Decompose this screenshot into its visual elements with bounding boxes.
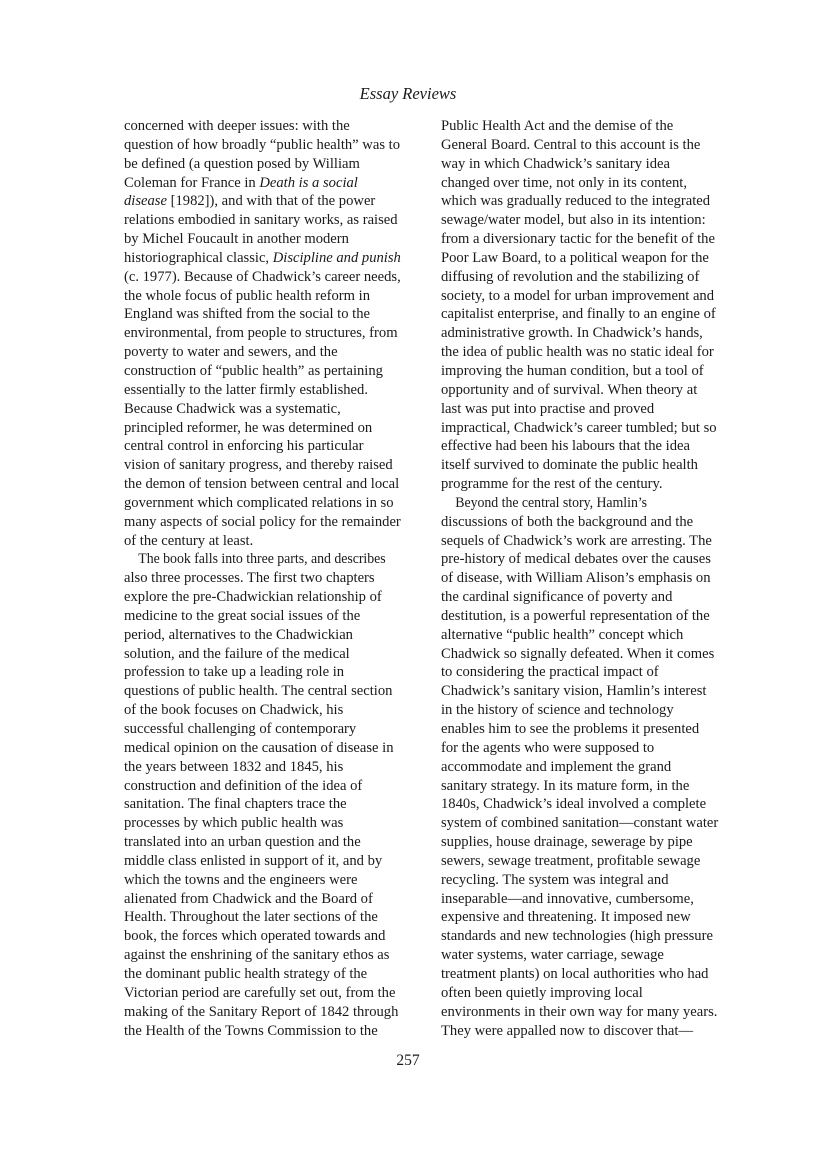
text-line (124, 607, 424, 626)
text-line (124, 287, 424, 306)
text-segment: Poor Law Board, to a political weapon for the (441, 249, 709, 266)
text-line (441, 155, 741, 174)
left-text-column (124, 117, 424, 1040)
text-segment: improving the human condition, but a tool of (441, 362, 704, 379)
text-segment: in the history of science and technology (441, 702, 674, 719)
text-segment: also three processes. The first two chapters (124, 570, 375, 587)
text-segment: effective had been his labours that the idea (441, 438, 690, 455)
text-segment: (c. 1977). Because of Chadwick’s career needs, (124, 268, 401, 285)
text-line (124, 230, 424, 249)
text-line (441, 852, 741, 871)
text-segment: often been quietly improving local (441, 984, 643, 1001)
text-segment: historiographical classic, (124, 249, 273, 266)
text-segment: the cardinal significance of poverty and (441, 589, 673, 606)
text-segment: for the agents who were supposed to (441, 739, 655, 756)
right-text-column (441, 117, 741, 1040)
text-line (441, 720, 741, 739)
text-line (441, 343, 741, 362)
text-line (124, 419, 424, 438)
text-line (124, 192, 424, 211)
text-line (441, 569, 741, 588)
text-segment: General Board. Central to this account is the (441, 136, 701, 153)
text-segment: supplies, house drainage, sewerage by pipe (441, 834, 693, 851)
text-line (124, 268, 424, 287)
text-segment: processes by which public health was (124, 815, 344, 832)
text-line (441, 758, 741, 777)
text-line (441, 645, 741, 664)
text-segment: environments in their own way for many years. (441, 1003, 718, 1020)
text-line (124, 174, 424, 193)
text-line (124, 305, 424, 324)
text-segment: impractical, Chadwick’s career tumbled; but so (441, 419, 717, 436)
text-segment: Victorian period are carefully set out, from the (124, 984, 396, 1001)
text-line (441, 174, 741, 193)
text-segment: the dominant public health strategy of the (124, 965, 368, 982)
text-line (441, 494, 726, 513)
text-segment: sanitation. The final chapters trace the (124, 796, 347, 813)
text-segment: profession to take up a leading role in (124, 664, 345, 681)
text-segment: essentially to the latter firmly established. (124, 381, 368, 398)
text-line (441, 908, 741, 927)
text-line (441, 626, 741, 645)
text-segment: treatment plants) on local authorities who had (441, 965, 709, 982)
text-line (124, 795, 424, 814)
text-segment: which was gradually reduced to the integrated (441, 193, 711, 210)
text-segment: system of combined sanitation—constant water (441, 815, 719, 832)
text-segment: programme for the rest of the century. (441, 476, 663, 493)
text-line (124, 626, 424, 645)
text-line (124, 814, 424, 833)
text-line (441, 230, 741, 249)
text-line (124, 136, 424, 155)
text-segment: be defined (a question posed by William (124, 155, 360, 172)
text-line (124, 965, 424, 984)
text-line (441, 400, 741, 419)
text-line (124, 645, 424, 664)
text-line (441, 419, 741, 438)
text-line (124, 117, 424, 136)
text-segment: to considering the practical impact of (441, 664, 659, 681)
text-line (441, 871, 741, 890)
text-segment: construction and definition of the idea of (124, 777, 363, 794)
text-segment: the years between 1832 and 1845, his (124, 758, 344, 775)
text-segment: making of the Sanitary Report of 1842 through (124, 1003, 399, 1020)
text-line (441, 927, 741, 946)
text-line (441, 795, 741, 814)
italic-title-text: disease (124, 193, 167, 210)
text-line (124, 682, 424, 701)
text-segment: [1982]), and with that of the power (166, 193, 376, 210)
text-segment: Beyond the central story, Hamlin’s (455, 494, 648, 511)
text-segment: water systems, water carriage, sewage (441, 947, 664, 964)
text-line (441, 984, 741, 1003)
text-segment: recycling. The system was integral and (441, 871, 669, 888)
text-line (124, 324, 424, 343)
text-line (124, 400, 424, 419)
text-line (124, 569, 424, 588)
text-line (441, 814, 741, 833)
text-segment: way in which Chadwick’s sanitary idea (441, 155, 670, 172)
text-segment: the Health of the Towns Commission to the (124, 1022, 378, 1039)
text-segment: question of how broadly “public health” was to (124, 136, 400, 153)
text-segment: by Michel Foucault in another modern (124, 231, 349, 248)
page-number: 257 (396, 1052, 420, 1069)
text-segment: accommodate and implement the grand (441, 758, 672, 775)
text-segment: destitution, is a powerful representation of the (441, 607, 710, 624)
text-segment: 1840s, Chadwick’s ideal involved a complete (441, 796, 707, 813)
text-line (441, 663, 741, 682)
text-segment: of the century at least. (124, 532, 254, 549)
text-line (441, 136, 741, 155)
text-line (441, 777, 741, 796)
text-segment: book, the forces which operated towards and (124, 928, 386, 945)
text-segment: solution, and the failure of the medical (124, 645, 350, 662)
text-line (441, 117, 741, 136)
text-line (124, 588, 424, 607)
text-line (441, 550, 741, 569)
text-segment: sequels of Chadwick’s work are arresting. The (441, 532, 712, 549)
text-segment: environmental, from people to structures, from (124, 325, 398, 342)
text-line (124, 437, 424, 456)
text-line (124, 852, 424, 871)
text-segment: the idea of public health was no static ideal for (441, 344, 714, 361)
text-segment: society, to a model for urban improvement and (441, 287, 715, 304)
text-segment: questions of public health. The central section (124, 683, 393, 700)
text-segment: alternative “public health” concept which (441, 626, 684, 643)
text-line (441, 701, 741, 720)
text-line (441, 1003, 741, 1022)
text-line (124, 908, 424, 927)
text-segment: medical opinion on the causation of disease in (124, 739, 394, 756)
text-line (441, 965, 741, 984)
text-segment: Chadwick so signally defeated. When it comes (441, 645, 715, 662)
text-line (441, 324, 741, 343)
text-line (124, 381, 424, 400)
text-segment: last was put into practise and proved (441, 400, 655, 417)
text-line (124, 456, 424, 475)
text-segment: vision of sanitary progress, and thereby raised (124, 457, 393, 474)
text-segment: principled reformer, he was determined on (124, 419, 373, 436)
text-segment: enables him to see the problems it presented (441, 721, 700, 737)
text-segment: explore the pre-Chadwickian relationship of (124, 589, 382, 606)
text-line (124, 211, 424, 230)
text-segment: of the book focuses on Chadwick, his (124, 702, 344, 719)
text-line (441, 211, 741, 230)
text-line (124, 249, 424, 268)
text-segment: Chadwick’s sanitary vision, Hamlin’s interest (441, 683, 707, 700)
text-segment: sewage/water model, but also in its intention: (441, 212, 706, 229)
text-line (124, 946, 424, 965)
text-segment: Coleman for France in (124, 174, 260, 191)
text-segment: Health. Throughout the later sections of the (124, 909, 378, 926)
text-line (441, 305, 741, 324)
italic-title-text: Discipline and punish (272, 249, 401, 266)
text-line (124, 720, 424, 739)
text-line (124, 663, 424, 682)
text-line (124, 701, 424, 720)
text-segment: from a diversionary tactic for the benefit of the (441, 231, 715, 248)
text-segment: medicine to the great social issues of the (124, 607, 361, 624)
text-line (124, 739, 424, 758)
text-line (124, 1003, 424, 1022)
text-segment: relations embodied in sanitary works, as raised (124, 212, 398, 229)
text-segment: construction of “public health” as pertaining (124, 362, 383, 379)
text-line (441, 249, 741, 268)
text-segment: alienated from Chadwick and the Board of (124, 890, 373, 907)
text-segment: of disease, with William Alison’s emphasis on (441, 570, 711, 587)
text-segment: against the enshrining of the sanitary ethos as (124, 947, 390, 964)
text-segment: Because Chadwick was a systematic, (124, 400, 341, 417)
text-line (124, 343, 424, 362)
text-segment: sanitary strategy. In its mature form, in the (441, 777, 690, 794)
text-segment: middle class enlisted in support of it, and by (124, 852, 383, 869)
text-line (124, 833, 424, 852)
text-line (124, 155, 424, 174)
text-line (441, 381, 741, 400)
text-segment: many aspects of social policy for the remainder (124, 513, 401, 530)
text-segment: itself survived to dominate the public health (441, 457, 698, 474)
text-line (441, 456, 741, 475)
text-line (441, 607, 741, 626)
text-line (124, 927, 424, 946)
text-line (124, 362, 424, 381)
text-segment: poverty to water and sewers, and the (124, 344, 338, 361)
text-segment: They were appalled now to discover that— (441, 1022, 694, 1039)
text-segment: sewers, sewage treatment, profitable sewage (441, 852, 701, 869)
text-line (124, 494, 424, 513)
text-line (124, 871, 424, 890)
text-segment: government which complicated relations in so (124, 494, 394, 511)
text-line (441, 192, 741, 211)
text-line (441, 1022, 741, 1041)
text-line (441, 833, 741, 852)
text-segment: standards and new technologies (high pressure (441, 928, 713, 945)
text-line (124, 984, 424, 1003)
text-segment: which the towns and the engineers were (124, 871, 358, 888)
text-segment: changed over time, not only in its content, (441, 174, 688, 191)
text-line (124, 513, 424, 532)
text-segment: pre-history of medical debates over the causes (441, 551, 711, 568)
text-line (441, 437, 741, 456)
text-line (441, 588, 741, 607)
text-line (124, 532, 424, 551)
text-segment: period, alternatives to the Chadwickian (124, 626, 353, 643)
text-segment: translated into an urban question and the (124, 834, 361, 851)
text-line (441, 513, 741, 532)
text-segment: concerned with deeper issues: with the (124, 118, 350, 134)
text-segment: diffusing of revolution and the stabilizing of (441, 268, 700, 285)
text-line (124, 890, 424, 909)
text-line (441, 946, 741, 965)
text-segment: administrative growth. In Chadwick’s hands, (441, 325, 703, 342)
text-line (441, 287, 741, 306)
text-segment: opportunity and of survival. When theory at (441, 381, 698, 398)
text-segment: the demon of tension between central and local (124, 476, 400, 493)
text-segment: expensive and threatening. It imposed new (441, 909, 691, 926)
text-line (124, 475, 424, 494)
text-segment: inseparable—and innovative, cumbersome, (441, 890, 694, 907)
text-segment: capitalist enterprise, and finally to an engine of (441, 306, 716, 323)
text-line (124, 777, 424, 796)
text-line (441, 475, 741, 494)
text-line (124, 758, 424, 777)
text-line (124, 1022, 424, 1041)
text-segment: discussions of both the background and the (441, 513, 694, 530)
text-line (441, 682, 741, 701)
text-segment: the whole focus of public health reform in (124, 287, 370, 304)
running-head: Essay Reviews (359, 84, 457, 103)
text-line (441, 739, 741, 758)
text-line (124, 550, 409, 569)
text-segment: England was shifted from the social to the (124, 306, 371, 323)
text-line (441, 362, 741, 381)
text-line (441, 268, 741, 287)
text-segment: The book falls into three parts, and describes (138, 551, 386, 568)
text-line (441, 890, 741, 909)
text-segment: Public Health Act and the demise of the (441, 118, 674, 134)
text-segment: central control in enforcing his particular (124, 438, 364, 455)
text-line (441, 532, 741, 551)
text-segment: successful challenging of contemporary (124, 721, 357, 737)
italic-title-text: Death is a social (259, 174, 358, 191)
